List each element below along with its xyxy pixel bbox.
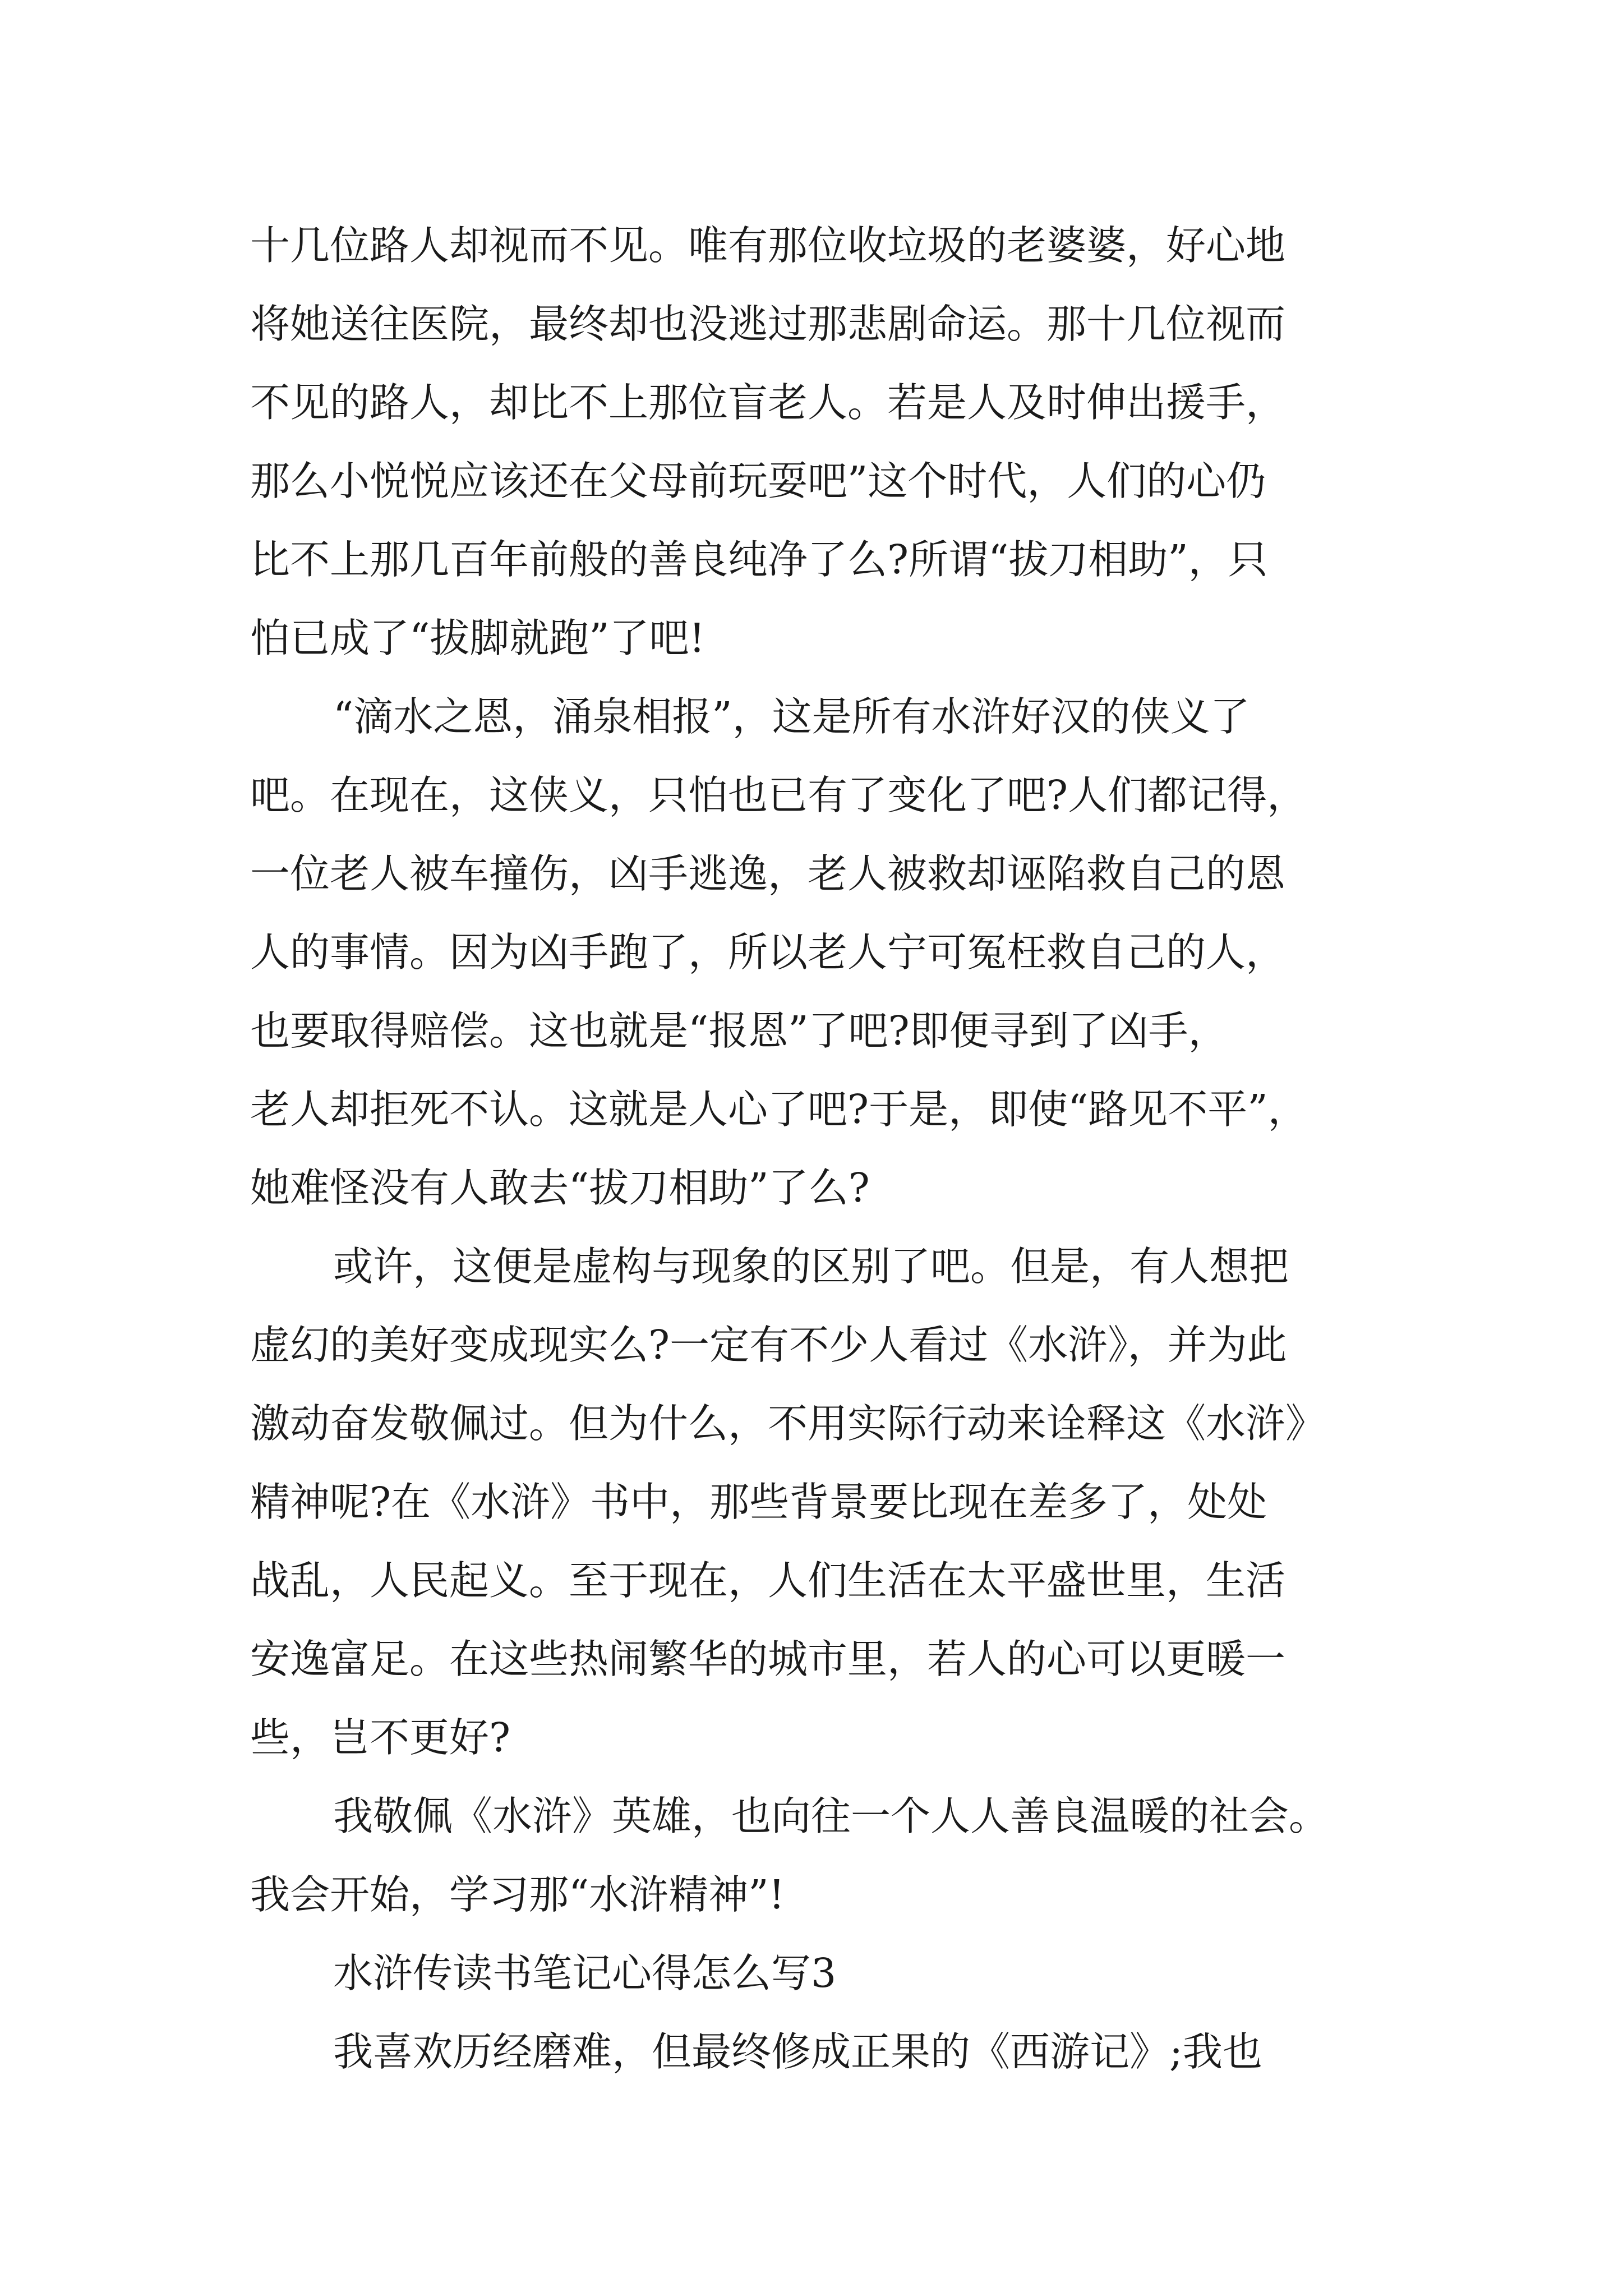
body-line: 老人却拒死不认。这就是人心了吧?于是，即使“路见不平”， xyxy=(250,1086,1308,1133)
body-line: 十几位路人却视而不见。唯有那位收垃圾的老婆婆，好心地 xyxy=(250,222,1286,269)
body-line: 战乱，人民起义。至于现在，人们生活在太平盛世里，生活 xyxy=(250,1557,1286,1604)
section-heading: 水浒传读书笔记心得怎么写3 xyxy=(333,1950,837,1996)
body-line: 不见的路人，却比不上那位盲老人。若是人及时伸出援手， xyxy=(250,379,1286,426)
body-line: 她难怪没有人敢去“拔刀相助”了么? xyxy=(250,1165,870,1211)
body-line: 些，岂不更好? xyxy=(250,1714,511,1761)
paragraph-first-line: 或许，这便是虚构与现象的区别了吧。但是，有人想把 xyxy=(333,1243,1289,1290)
paragraph-first-line: 我敬佩《水浒》英雄，也向往一个人人善良温暖的社会。 xyxy=(333,1793,1329,1839)
body-line: 精神呢?在《水浒》书中，那些背景要比现在差多了，处处 xyxy=(250,1479,1267,1525)
paragraph-first-line: “滴水之恩，涌泉相报”，这是所有水浒好汉的侠义了 xyxy=(333,693,1250,740)
body-line: 安逸富足。在这些热闹繁华的城市里，若人的心可以更暖一 xyxy=(250,1636,1286,1682)
body-line: 我会开始，学习那“水浒精神”! xyxy=(250,1871,785,1918)
body-line: 怕已成了“拔脚就跑”了吧! xyxy=(250,615,706,661)
body-line: 人的事情。因为凶手跑了，所以老人宁可冤枉救自己的人， xyxy=(250,929,1286,976)
body-line: 吧。在现在，这侠义，只怕也已有了变化了吧?人们都记得， xyxy=(250,772,1307,818)
body-line: 将她送往医院，最终却也没逃过那悲剧命运。那十几位视而 xyxy=(250,301,1286,347)
body-line: 比不上那几百年前般的善良纯净了么?所谓“拔刀相助”，只 xyxy=(250,536,1268,583)
body-line: 虚幻的美好变成现实么?一定有不少人看过《水浒》，并为此 xyxy=(250,1322,1287,1368)
body-line: 一位老人被车撞伤，凶手逃逸，老人被救却诬陷救自己的恩 xyxy=(250,850,1286,897)
body-line: 激动奋发敬佩过。但为什么，不用实际行动来诠释这《水浒》 xyxy=(250,1400,1326,1447)
paragraph-first-line: 我喜欢历经磨难，但最终修成正果的《西游记》;我也 xyxy=(333,2028,1262,2075)
body-line: 那么小悦悦应该还在父母前玩耍吧”这个时代，人们的心仍 xyxy=(250,458,1266,504)
body-line: 也要取得赔偿。这也就是“报恩”了吧?即便寻到了凶手， xyxy=(250,1007,1228,1054)
